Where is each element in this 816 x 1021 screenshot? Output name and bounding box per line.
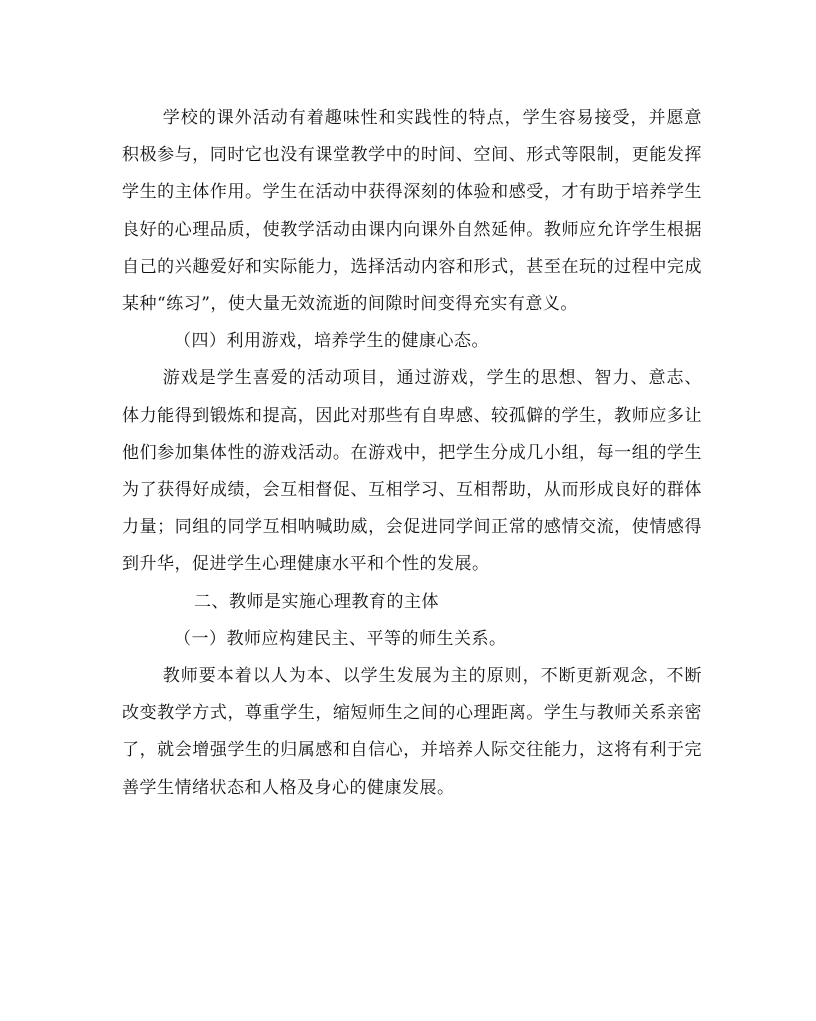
document-body — [122, 100, 702, 807]
paragraph-games: 游戏是学生喜爱的活动项目，通过游戏，学生的思想、智力、意志、体力能得到锻炼和提高，因此对那些有自卑感、较孤僻的学生，教师应多让他们参加集体性的游戏活动。在游戏中，把学生分成几小组，每一组的学生为了获得好成绩，会互相督促、互相学习、互相帮助，从而形成良好的群体力量；同组的同学互相呐喊助威，会促进同学间正常的感情交流，使情感得到升华，促进学生心理健康水平和个性的发展。 — [122, 368, 702, 575]
section-heading-teacher: 二、教师是实施心理教育的主体 — [194, 591, 439, 612]
subheading-games: （四）利用游戏，培养学生的健康心态。 — [174, 331, 489, 352]
paragraph-extracurricular: 学校的课外活动有着趣味性和实践性的特点，学生容易接受，并愿意积极参与，同时它也没有课堂教学中的时间、空间、形式等限制，更能发挥学生的主体作用。学生在活动中获得深刻的体验和感受，才有助于培养学生良好的心理品质，使教学活动由课内向课外自然延伸。教师应允许学生根据自己的兴趣爱好和实际能力，选择活动内容和形式，甚至在玩的过程中完成某种“练习”，使大量无效流逝的间隙时间变得充实有意义。 — [122, 108, 702, 315]
subheading-relationship: （一）教师应构建民主、平等的师生关系。 — [174, 628, 507, 649]
paragraph-relationship: 教师要本着以人为本、以学生发展为主的原则，不断更新观念，不断改变教学方式，尊重学生，缩短师生之间的心理距离。学生与教师关系亲密了，就会增强学生的归属感和自信心，并培养人际交往能力，这将有利于完善学生情绪状态和人格及身心的健康发展。 — [122, 666, 702, 798]
